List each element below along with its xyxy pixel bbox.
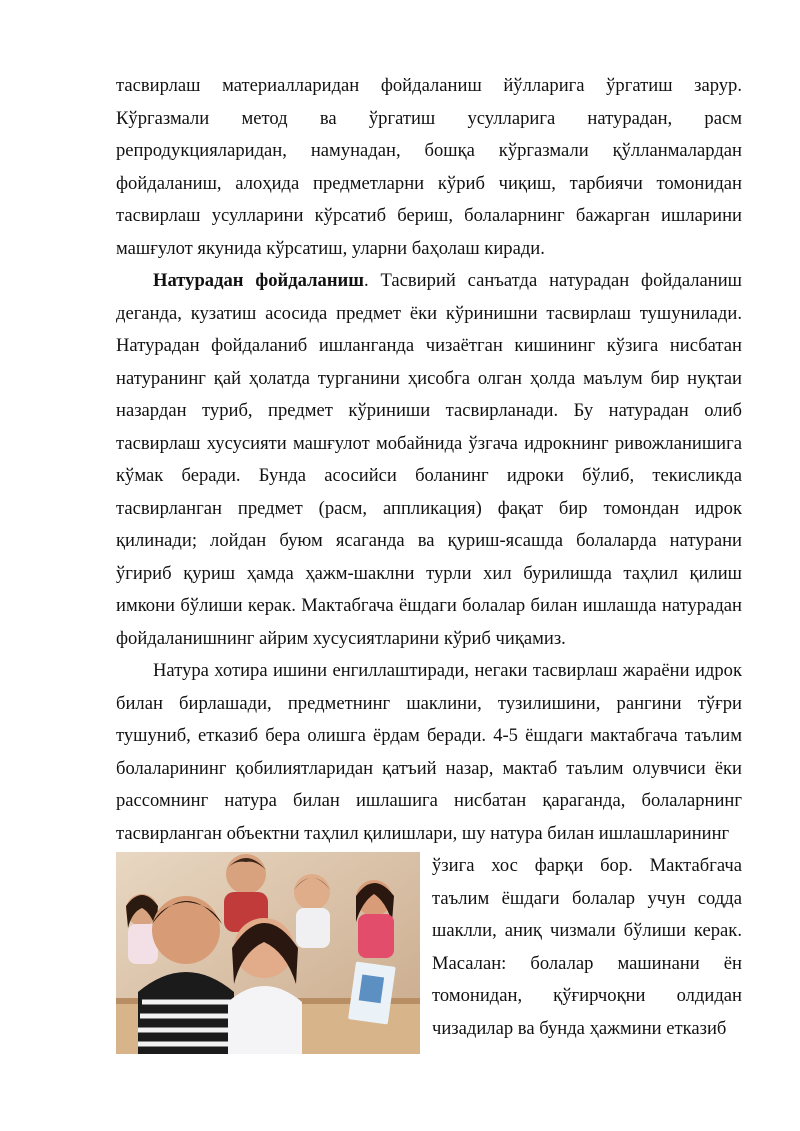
paragraph-2 — [116, 265, 742, 655]
paragraph-3-continued: ўзига хос фарқи бор. Мактабгача таълим ёшдаги болалар учун содда шаклли, аниқ чизмали бўлиши керак. Масалан: болалар машинани ён томонидан, қўғирчоқни олдидан чизадилар ва бунда ҳажмини етказиб — [432, 855, 742, 1039]
paragraph-2-body: . Тасвирий санъатда натурадан фойдаланиш деганда, кузатиш асосида предмет ёки кўринишни тасвирлаш тушунилади. Натурадан фойдаланиб ишланганда чизаётган кишининг кўзига нисбатан натуранинг қай ҳолатда турганини ҳисобга олган ҳолда маълум бир нуқтаи назардан туриб, предмет кўриниши тасвирланади. Бу натурадан олиб тасвирлаш хусусияти машғулот мобайнида ўзгача идрокнинг ривожланишига кўмак беради. Бунда асосийси боланинг идроки бўлиб, текисликда тасвирланган предмет (расм, аппликация) фақат бир томондан идрок қилинади; лойдан буюм ясаганда ва қуриш-ясашда болаларда натурани ўгириб қуриш ҳамда ҳажм-шаклни турли хил бурилишда таҳлил қилиш имкони бўлиши керак. Мактабгача ёшдаги болалар билан ишлашда натурадан фойдаланишнинг айрим хусусиятларини кўриб чиқамиз. — [116, 270, 742, 649]
children-classroom-photo — [116, 852, 420, 1054]
paragraph-3: Натура хотира ишини енгиллаштиради, негаки тасвирлаш жараёни идрок билан бирлашади, предметнинг шаклини, тузилишини, рангини тўғри тушуниб, етказиб бера олишга ёрдам беради. 4-5 ёшдаги мактабгача таълим болаларининг қобилиятларидан қатъий назар, мактаб таълим олувчиси ёки рассомнинг натура билан ишлашига нисбатан қараганда, болаларнинг тасвирланган объектни таҳлил қилишлари, шу натура билан ишлашларининг — [116, 660, 742, 844]
paragraph-1: тасвирлаш материалларидан фойдаланиш йўлларига ўргатиш зарур. Кўргазмали метод ва ўргатиш усулларига натурадан, расм репродукцияларидан, намунадан, бошқа кўргазмали қўлланмалардан фойдаланиш, алоҳида предметларни кўриб чиқиш, тарбиячи томонидан тасвирлаш усулларини кўрсатиб бериш, болаларнинг бажарган ишларини машғулот якунида кўрсатиш, уларни баҳолаш киради. — [116, 75, 742, 259]
paragraph-2-heading: Натурадан фойдаланиш — [153, 270, 364, 291]
